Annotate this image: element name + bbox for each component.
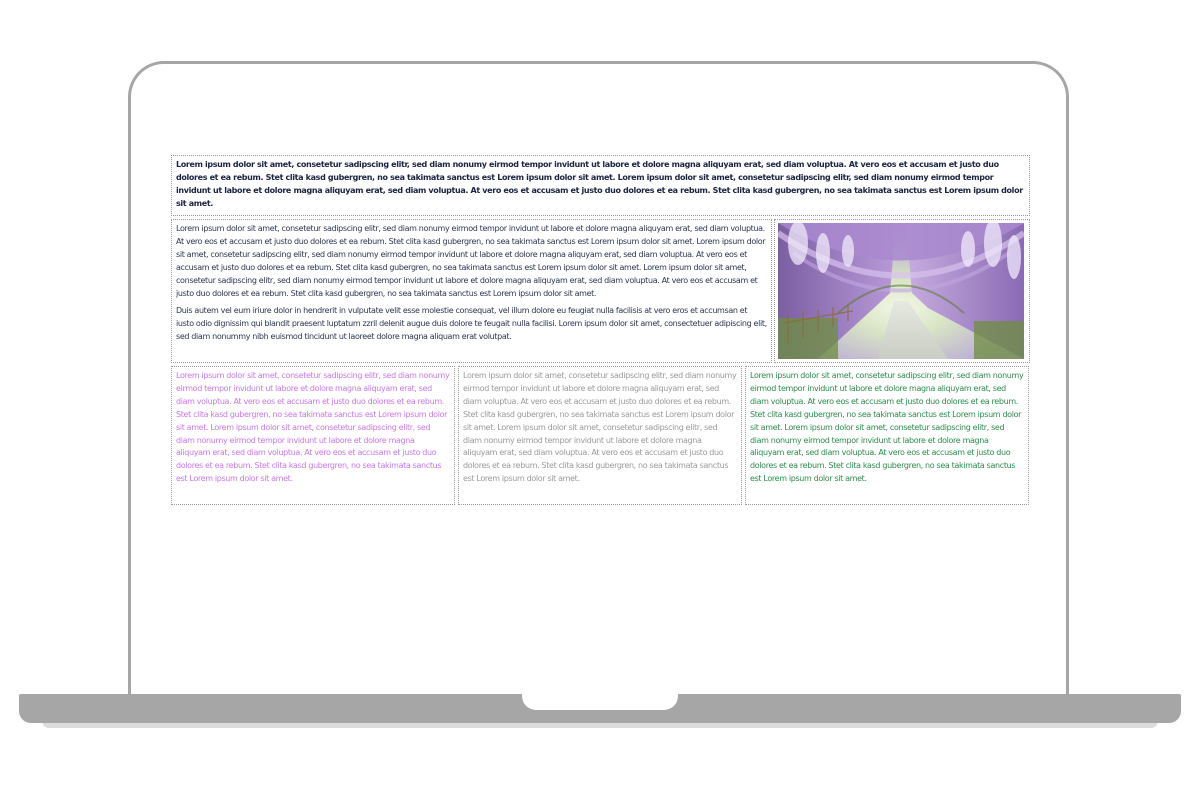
article-row (171, 219, 1030, 363)
wisteria-tunnel-image (778, 223, 1024, 359)
column-row (171, 366, 1030, 505)
text-column-gray: Lorem ipsum dolor sit amet, consetetur sadipscing elitr, sed diam nonumy eirmod tempor invidunt ut labore et dolore magna aliquyam erat, sed diam voluptua. At vero eos et accusam et justo duo dolores et ea rebum. Stet clita kasd gubergren, no sea takimata sanctus est Lorem ipsum dolor sit amet. Lorem ipsum dolor sit amet, consetetur sadipscing elitr, sed diam nonumy eirmod tempor invidunt ut labore et dolore magna aliquyam erat, sed diam voluptua. At vero eos et accusam et justo duo dolores et ea rebum. Stet clita kasd gubergren, no sea takimata sanctus est Lorem ipsum dolor sit amet. (458, 366, 742, 505)
text-column-green: Lorem ipsum dolor sit amet, consetetur sadipscing elitr, sed diam nonumy eirmod tempor invidunt ut labore et dolore magna aliquyam erat, sed diam voluptua. At vero eos et accusam et justo duo dolores et ea rebum. Stet clita kasd gubergren, no sea takimata sanctus est Lorem ipsum dolor sit amet. Lorem ipsum dolor sit amet, consetetur sadipscing elitr, sed diam nonumy eirmod tempor invidunt ut labore et dolore magna aliquyam erat, sed diam voluptua. At vero eos et accusam et justo duo dolores et ea rebum. Stet clita kasd gubergren, no sea takimata sanctus est Lorem ipsum dolor sit amet. (745, 366, 1029, 505)
headline-block: Lorem ipsum dolor sit amet, consetetur sadipscing elitr, sed diam nonumy eirmod tempor invidunt ut labore et dolore magna aliquyam erat, sed diam voluptua. At vero eos et accusam et justo duo dolores et ea rebum. Stet clita kasd gubergren, no sea takimata sanctus est Lorem ipsum dolor sit amet. Lorem ipsum dolor sit amet, consetetur sadipscing elitr, sed diam nonumy eirmod tempor invidunt ut labore et dolore magna aliquyam erat, sed diam voluptua. At vero eos et accusam et justo duo dolores et ea rebum. Stet clita kasd gubergren, no sea takimata sanctus est Lorem ipsum dolor sit amet. (171, 155, 1030, 216)
article-paragraph-2: Duis autem vel eum iriure dolor in hendrerit in vulputate velit esse molestie consequat, vel illum dolore eu feugiat nulla facilisis at vero eros et accumsan et iusto odio dignissim qui blandit praesent luptatum zzril delenit augue duis dolore te feugait nulla facilisi. Lorem ipsum dolor sit amet, consectetuer adipiscing elit, sed diam nonummy nibh euismod tincidunt ut laoreet dolore magna aliquam erat volutpat. (176, 306, 767, 342)
text-column-purple: Lorem ipsum dolor sit amet, consetetur sadipscing elitr, sed diam nonumy eirmod tempor invidunt ut labore et dolore magna aliquyam erat, sed diam voluptua. At vero eos et accusam et justo duo dolores et ea rebum. Stet clita kasd gubergren, no sea takimata sanctus est Lorem ipsum dolor sit amet. Lorem ipsum dolor sit amet, consetetur sadipscing elitr, sed diam nonumy eirmod tempor invidunt ut labore et dolore magna aliquyam erat, sed diam voluptua. At vero eos et accusam et justo duo dolores et ea rebum. Stet clita kasd gubergren, no sea takimata sanctus est Lorem ipsum dolor sit amet. (171, 366, 455, 505)
article-paragraph-1: Lorem ipsum dolor sit amet, consetetur sadipscing elitr, sed diam nonumy eirmod tempor invidunt ut labore et dolore magna aliquyam erat, sed diam voluptua. At vero eos et accusam et justo duo dolores et ea rebum. Stet clita kasd gubergren, no sea takimata sanctus est Lorem ipsum dolor sit amet. Lorem ipsum dolor sit amet, consetetur sadipscing elitr, sed diam nonumy eirmod tempor invidunt ut labore et dolore magna aliquyam erat, sed diam voluptua. At vero eos et accusam et justo duo dolores et ea rebum. Stet clita kasd gubergren, no sea takimata sanctus est Lorem ipsum dolor sit amet. Lorem ipsum dolor sit amet, consetetur sadipscing elitr, sed diam nonumy eirmod tempor invidunt ut labore et dolore magna aliquyam erat, sed diam voluptua. At vero eos et accusam et justo duo dolores et ea rebum. Stet clita kasd gubergren, no sea takimata sanctus est Lorem ipsum dolor sit amet. (176, 224, 766, 298)
laptop-trackpad-notch (522, 694, 678, 710)
page-content (171, 155, 1030, 505)
image-frame (774, 219, 1030, 363)
article-body (171, 219, 772, 363)
